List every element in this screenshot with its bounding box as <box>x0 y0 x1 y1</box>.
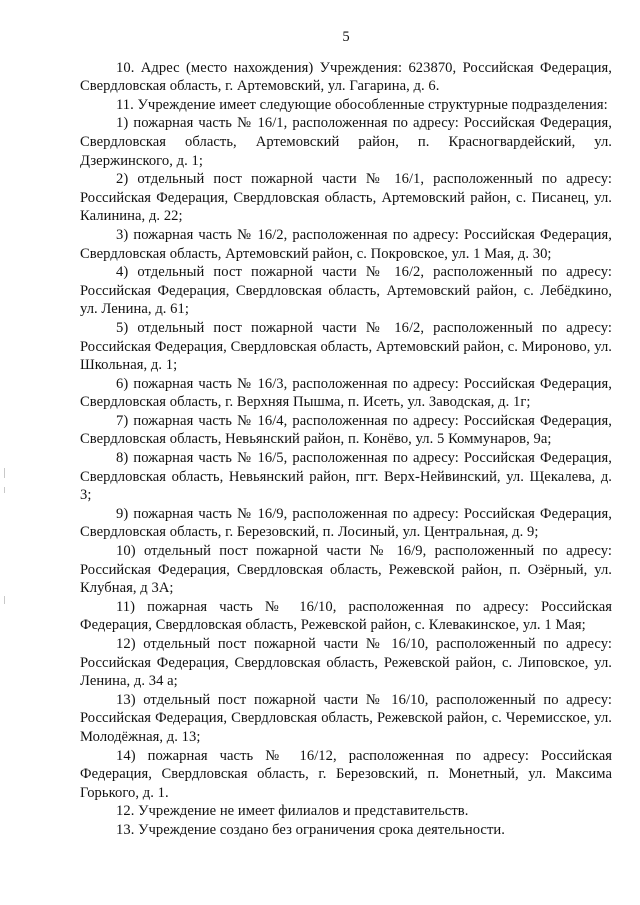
list-item-subdivision: 6) пожарная часть № 16/3, расположенная по адресу: Российская Федерация, Свердловская область, г. Верхняя Пышма, п. Исеть, ул. Заводская, д. 1г; <box>80 375 612 411</box>
list-item-subdivision: 1) пожарная часть № 16/1, расположенная по адресу: Российская Федерация, Свердловская область, Артемовский район, п. Красногвардейский, ул. Дзержинского, д. 1; <box>80 115 612 169</box>
scan-margin-mark <box>4 487 5 493</box>
page-number: 5 <box>342 29 350 45</box>
paragraph-subdivisions-intro: 11. Учреждение имеет следующие обособленные структурные подразделения: <box>116 96 608 113</box>
list-item-subdivision: 13) отдельный пост пожарной части № 16/10, расположенный по адресу: Российская Федерация, Свердловская область, Режевской район, с. Черемисское, ул. Молодёжная, д. 13; <box>80 691 612 745</box>
list-item-subdivision: 12) отдельный пост пожарной части № 16/10, расположенный по адресу: Российская Федерация, Свердловская область, Режевской район, с. Липовское, ул. Ленина, д. 34 а; <box>80 636 612 690</box>
list-item-subdivision: 10) отдельный пост пожарной части № 16/9, расположенный по адресу: Российская Федерация, Свердловская область, Режевской район, п. Озёрный, ул. Клубная, д 3А; <box>80 543 612 597</box>
list-item-subdivision: 4) отдельный пост пожарной части № 16/2, расположенный по адресу: Российская Федерация, Свердловская область, Артемовский район, с. Лебёдкино, ул. Ленина, д. 61; <box>80 264 612 318</box>
list-item-subdivision: 3) пожарная часть № 16/2, расположенная по адресу: Российская Федерация, Свердловская область, Артемовский район, с. Покровское, ул. 1 Мая, д. 30; <box>80 226 612 262</box>
scan-margin-mark <box>4 596 5 604</box>
list-item-subdivision: 2) отдельный пост пожарной части № 16/1, расположенный по адресу: Российская Федерация, Свердловская область, Артемовский район, с. Писанец, ул. Калинина, д. 22; <box>80 171 612 225</box>
paragraph-address: 10. Адрес (место нахождения) Учреждения: 623870, Российская Федерация, Свердловская область, г. Артемовский, ул. Гагарина, д. 6. <box>80 59 612 95</box>
list-item-subdivision: 9) пожарная часть № 16/9, расположенная по адресу: Российская Федерация, Свердловская область, г. Березовский, п. Лосиный, ул. Центральная, д. 9; <box>80 505 612 541</box>
scan-margin-mark <box>4 468 5 478</box>
list-item-subdivision: 7) пожарная часть № 16/4, расположенная по адресу: Российская Федерация, Свердловская область, Невьянский район, п. Конёво, ул. 5 Коммунаров, 9а; <box>80 412 612 448</box>
list-item-subdivision: 11) пожарная часть № 16/10, расположенная по адресу: Российская Федерация, Свердловская область, Режевской район, с. Клевакинское, ул. 1 Мая; <box>80 598 612 634</box>
paragraph-duration: 13. Учреждение создано без ограничения срока деятельности. <box>116 821 505 838</box>
list-item-subdivision: 14) пожарная часть № 16/12, расположенная по адресу: Российская Федерация, Свердловская область, г. Березовский, п. Монетный, ул. Максима Горького, д. 1. <box>80 747 612 801</box>
paragraph-no-branches: 12. Учреждение не имеет филиалов и представительств. <box>116 803 469 820</box>
list-item-subdivision: 5) отдельный пост пожарной части № 16/2, расположенный по адресу: Российская Федерация, Свердловская область, Артемовский район, с. Мироново, ул. Школьная, д. 1; <box>80 319 612 374</box>
list-item-subdivision: 8) пожарная часть № 16/5, расположенная по адресу: Российская Федерация, Свердловская область, Невьянский район, пгт. Верх-Нейвинский, ул. Щекалева, д. 3; <box>80 450 612 504</box>
document-page <box>80 28 612 840</box>
